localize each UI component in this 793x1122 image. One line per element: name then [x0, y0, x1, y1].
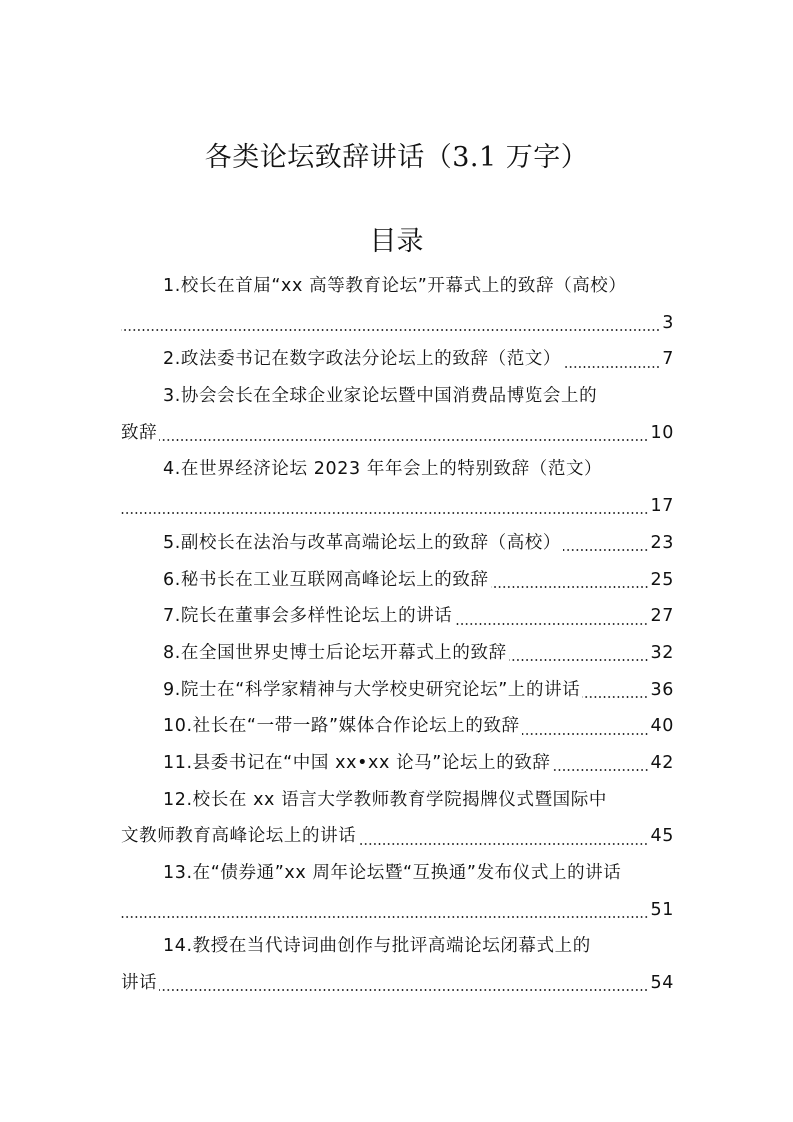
toc-entry-14-line1[interactable]	[121, 928, 674, 965]
toc-entry-title[interactable]: 14.教授在当代诗词曲创作与批评高端论坛闭幕式上的	[163, 936, 591, 957]
toc-entry-page[interactable]: 25	[650, 569, 674, 590]
toc-heading: 目录	[369, 226, 424, 257]
toc-entry-13-line1[interactable]	[121, 855, 674, 892]
toc-entry-12-line2[interactable]	[121, 818, 674, 855]
toc-entry-8[interactable]	[121, 635, 674, 672]
toc-entry-title-continued[interactable]: 致辞	[121, 422, 158, 443]
toc-entry-4-line2[interactable]	[121, 488, 674, 525]
toc-entry-3-line1[interactable]	[121, 378, 674, 415]
toc-entry-page[interactable]: 17	[650, 496, 674, 517]
toc-entry-10[interactable]	[121, 708, 674, 745]
toc-entry-title[interactable]: 4.在世界经济论坛 2023 年年会上的特别致辞（范文）	[163, 459, 603, 480]
toc-entry-title[interactable]: 11.县委书记在“中国 xx•xx 论马”论坛上的致辞	[163, 752, 551, 773]
dot-leader	[121, 329, 660, 331]
dot-leader	[159, 439, 648, 441]
toc-entry-3-line2[interactable]	[121, 415, 674, 452]
toc-entry-2[interactable]	[121, 341, 674, 378]
toc-entry-13-line2[interactable]	[121, 892, 674, 929]
toc-entry-page[interactable]: 36	[650, 679, 674, 700]
toc-entry-title[interactable]: 1.校长在首届“xx 高等教育论坛”开幕式上的致辞（高校）	[163, 276, 627, 296]
toc-entry-title[interactable]: 13.在“债券通”xx 周年论坛暨“互换通”发布仪式上的讲话	[163, 863, 622, 883]
toc-entry-title-continued[interactable]: 讲话	[121, 973, 158, 994]
dot-leader	[563, 366, 660, 368]
toc-entry-14-line2[interactable]	[121, 965, 674, 1002]
dot-leader	[121, 916, 649, 918]
toc-entry-4-line1[interactable]	[121, 451, 674, 488]
dot-leader	[509, 659, 649, 661]
dot-leader	[454, 623, 648, 625]
toc-entry-title[interactable]: 12.校长在 xx 语言大学教师教育学院揭牌仪式暨国际中	[163, 789, 607, 810]
toc-entry-page[interactable]: 42	[650, 752, 674, 773]
toc-entry-title[interactable]: 5.副校长在法治与改革高端论坛上的致辞（高校）	[163, 532, 561, 553]
dot-leader	[358, 843, 648, 845]
toc-entry-title[interactable]: 10.社长在“一带一路”媒体合作论坛上的致辞	[163, 716, 520, 737]
toc-entry-title[interactable]: 6.秘书长在工业互联网高峰论坛上的致辞	[163, 569, 489, 590]
toc-entry-page[interactable]: 51	[650, 899, 674, 920]
toc-entry-title[interactable]: 2.政法委书记在数字政法分论坛上的致辞（范文）	[163, 349, 561, 370]
toc-entry-title[interactable]: 9.院士在“科学家精神与大学校史研究论坛”上的讲话	[163, 679, 581, 700]
toc-entry-page[interactable]: 40	[650, 716, 674, 737]
toc-entry-1-line2[interactable]	[121, 305, 674, 342]
toc-entry-page[interactable]: 32	[650, 642, 674, 663]
toc-entry-11[interactable]	[121, 745, 674, 782]
toc-entry-page[interactable]: 7	[662, 349, 674, 370]
dot-leader	[491, 586, 649, 588]
toc-entry-title[interactable]: 8.在全国世界史博士后论坛开幕式上的致辞	[163, 642, 507, 663]
toc-entry-page[interactable]: 27	[650, 606, 674, 627]
toc-entry-page[interactable]: 45	[650, 826, 674, 847]
toc-entry-9[interactable]	[121, 672, 674, 709]
document-title: 各类论坛致辞讲话（3.1 万字）	[204, 142, 589, 173]
toc-entry-page[interactable]: 10	[650, 422, 674, 443]
toc-entry-title-continued[interactable]: 文教师教育高峰论坛上的讲话	[121, 826, 357, 847]
toc-entry-12-line1[interactable]	[121, 782, 674, 819]
dot-leader	[563, 549, 649, 551]
toc-entry-7[interactable]	[121, 598, 674, 635]
toc-entry-page[interactable]: 3	[662, 312, 674, 333]
toc-entry-page[interactable]: 54	[650, 973, 674, 994]
toc-entry-page[interactable]: 23	[650, 532, 674, 553]
table-of-contents	[121, 268, 674, 1002]
dot-leader	[582, 696, 648, 698]
dot-leader	[159, 989, 648, 991]
dot-leader	[553, 769, 649, 771]
toc-entry-5[interactable]	[121, 525, 674, 562]
toc-entry-title[interactable]: 7.院长在董事会多样性论坛上的讲话	[163, 606, 453, 627]
dot-leader	[121, 512, 649, 514]
toc-entry-1-line1[interactable]	[121, 268, 674, 305]
dot-leader	[522, 733, 649, 735]
toc-entry-6[interactable]	[121, 562, 674, 599]
toc-entry-title[interactable]: 3.协会会长在全球企业家论坛暨中国消费品博览会上的	[163, 386, 598, 407]
